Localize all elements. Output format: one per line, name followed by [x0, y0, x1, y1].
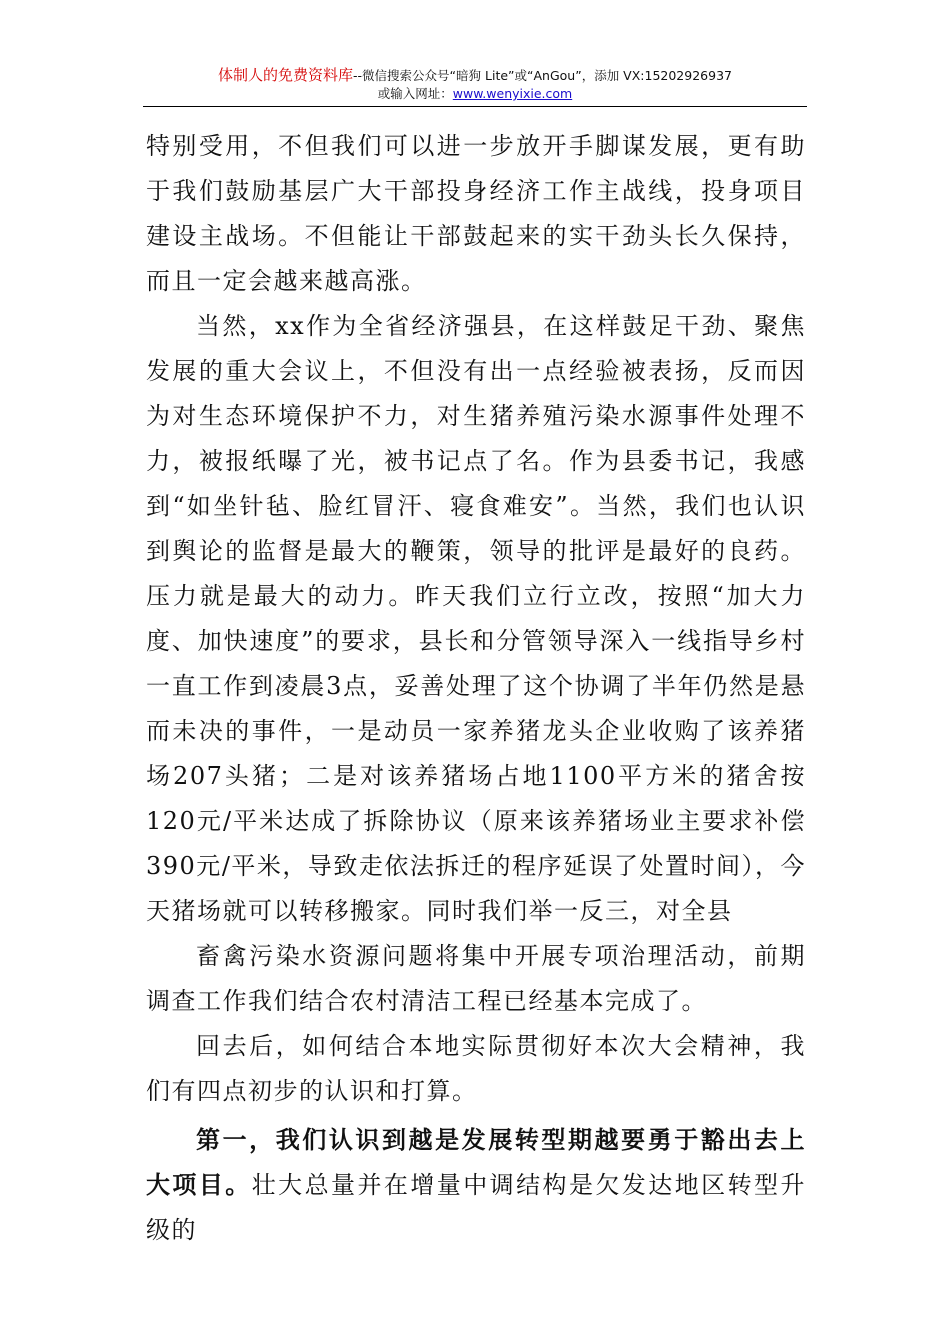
header-url-link[interactable]: www.wenyixie.com	[452, 86, 573, 101]
paragraph-5-heading: 第一，我们认识到越是发展转型期越要勇于豁出去上大项目。	[146, 1126, 806, 1199]
header-line-2	[143, 85, 807, 103]
header-info: --微信搜索公众号“暗狗 Lite”或“AnGou”，添加 VX:15202926937	[353, 68, 732, 83]
paragraph-4: 回去后，如何结合本地实际贯彻好本次大会精神，我们有四点初步的认识和打算。	[146, 1032, 806, 1105]
page-header	[143, 66, 807, 103]
paragraph-2: 当然，xx作为全省经济强县，在这样鼓足干劲、聚焦发展的重大会议上，不但没有出一点经验被表扬，反而因为对生态环境保护不力，对生猪养殖污染水源事件处理不力，被报纸曝了光，被书记点了名。作为县委书记，我感到“如坐针毡、脸红冒汗、寝食难安”。当然，我们也认识到舆论的监督是最大的鞭策，领导的批评是最好的良药。压力就是最大的动力。昨天我们立行立改，按照“加大力度、加快速度”的要求，县长和分管领导深入一线指导乡村一直工作到凌晨3点，妥善处理了这个协调了半年仍然是悬而未决的事件，一是动员一家养猪龙头企业收购了该养猪场207头猪；二是对该养猪场占地1100平方米的猪舍按120元/平米达成了拆除协议（原来该养猪场业主要求补偿390元/平米，导致走依法拆迁的程序延误了处置时间），今天猪场就可以转移搬家。同时我们举一反三，对全县	[146, 312, 806, 925]
paragraph-5	[146, 1118, 806, 1253]
header-divider	[143, 106, 807, 107]
header-brand: 体制人的免费资料库	[218, 66, 354, 84]
header-line-1	[143, 66, 807, 85]
header-url-prefix: 或输入网址：	[377, 86, 453, 101]
paragraph-5-text: 壮大总量并在增量中调结构是欠发达地区转型升级的	[146, 1171, 806, 1244]
document-body	[146, 124, 806, 1253]
paragraph-3: 畜禽污染水资源问题将集中开展专项治理活动，前期调查工作我们结合农村清洁工程已经基本完成了。	[146, 942, 806, 1015]
paragraph-1: 特别受用，不但我们可以进一步放开手脚谋发展，更有助于我们鼓励基层广大干部投身经济工作主战线，投身项目建设主战场。不但能让干部鼓起来的实干劲头长久保持，而且一定会越来越高涨。	[146, 132, 806, 295]
